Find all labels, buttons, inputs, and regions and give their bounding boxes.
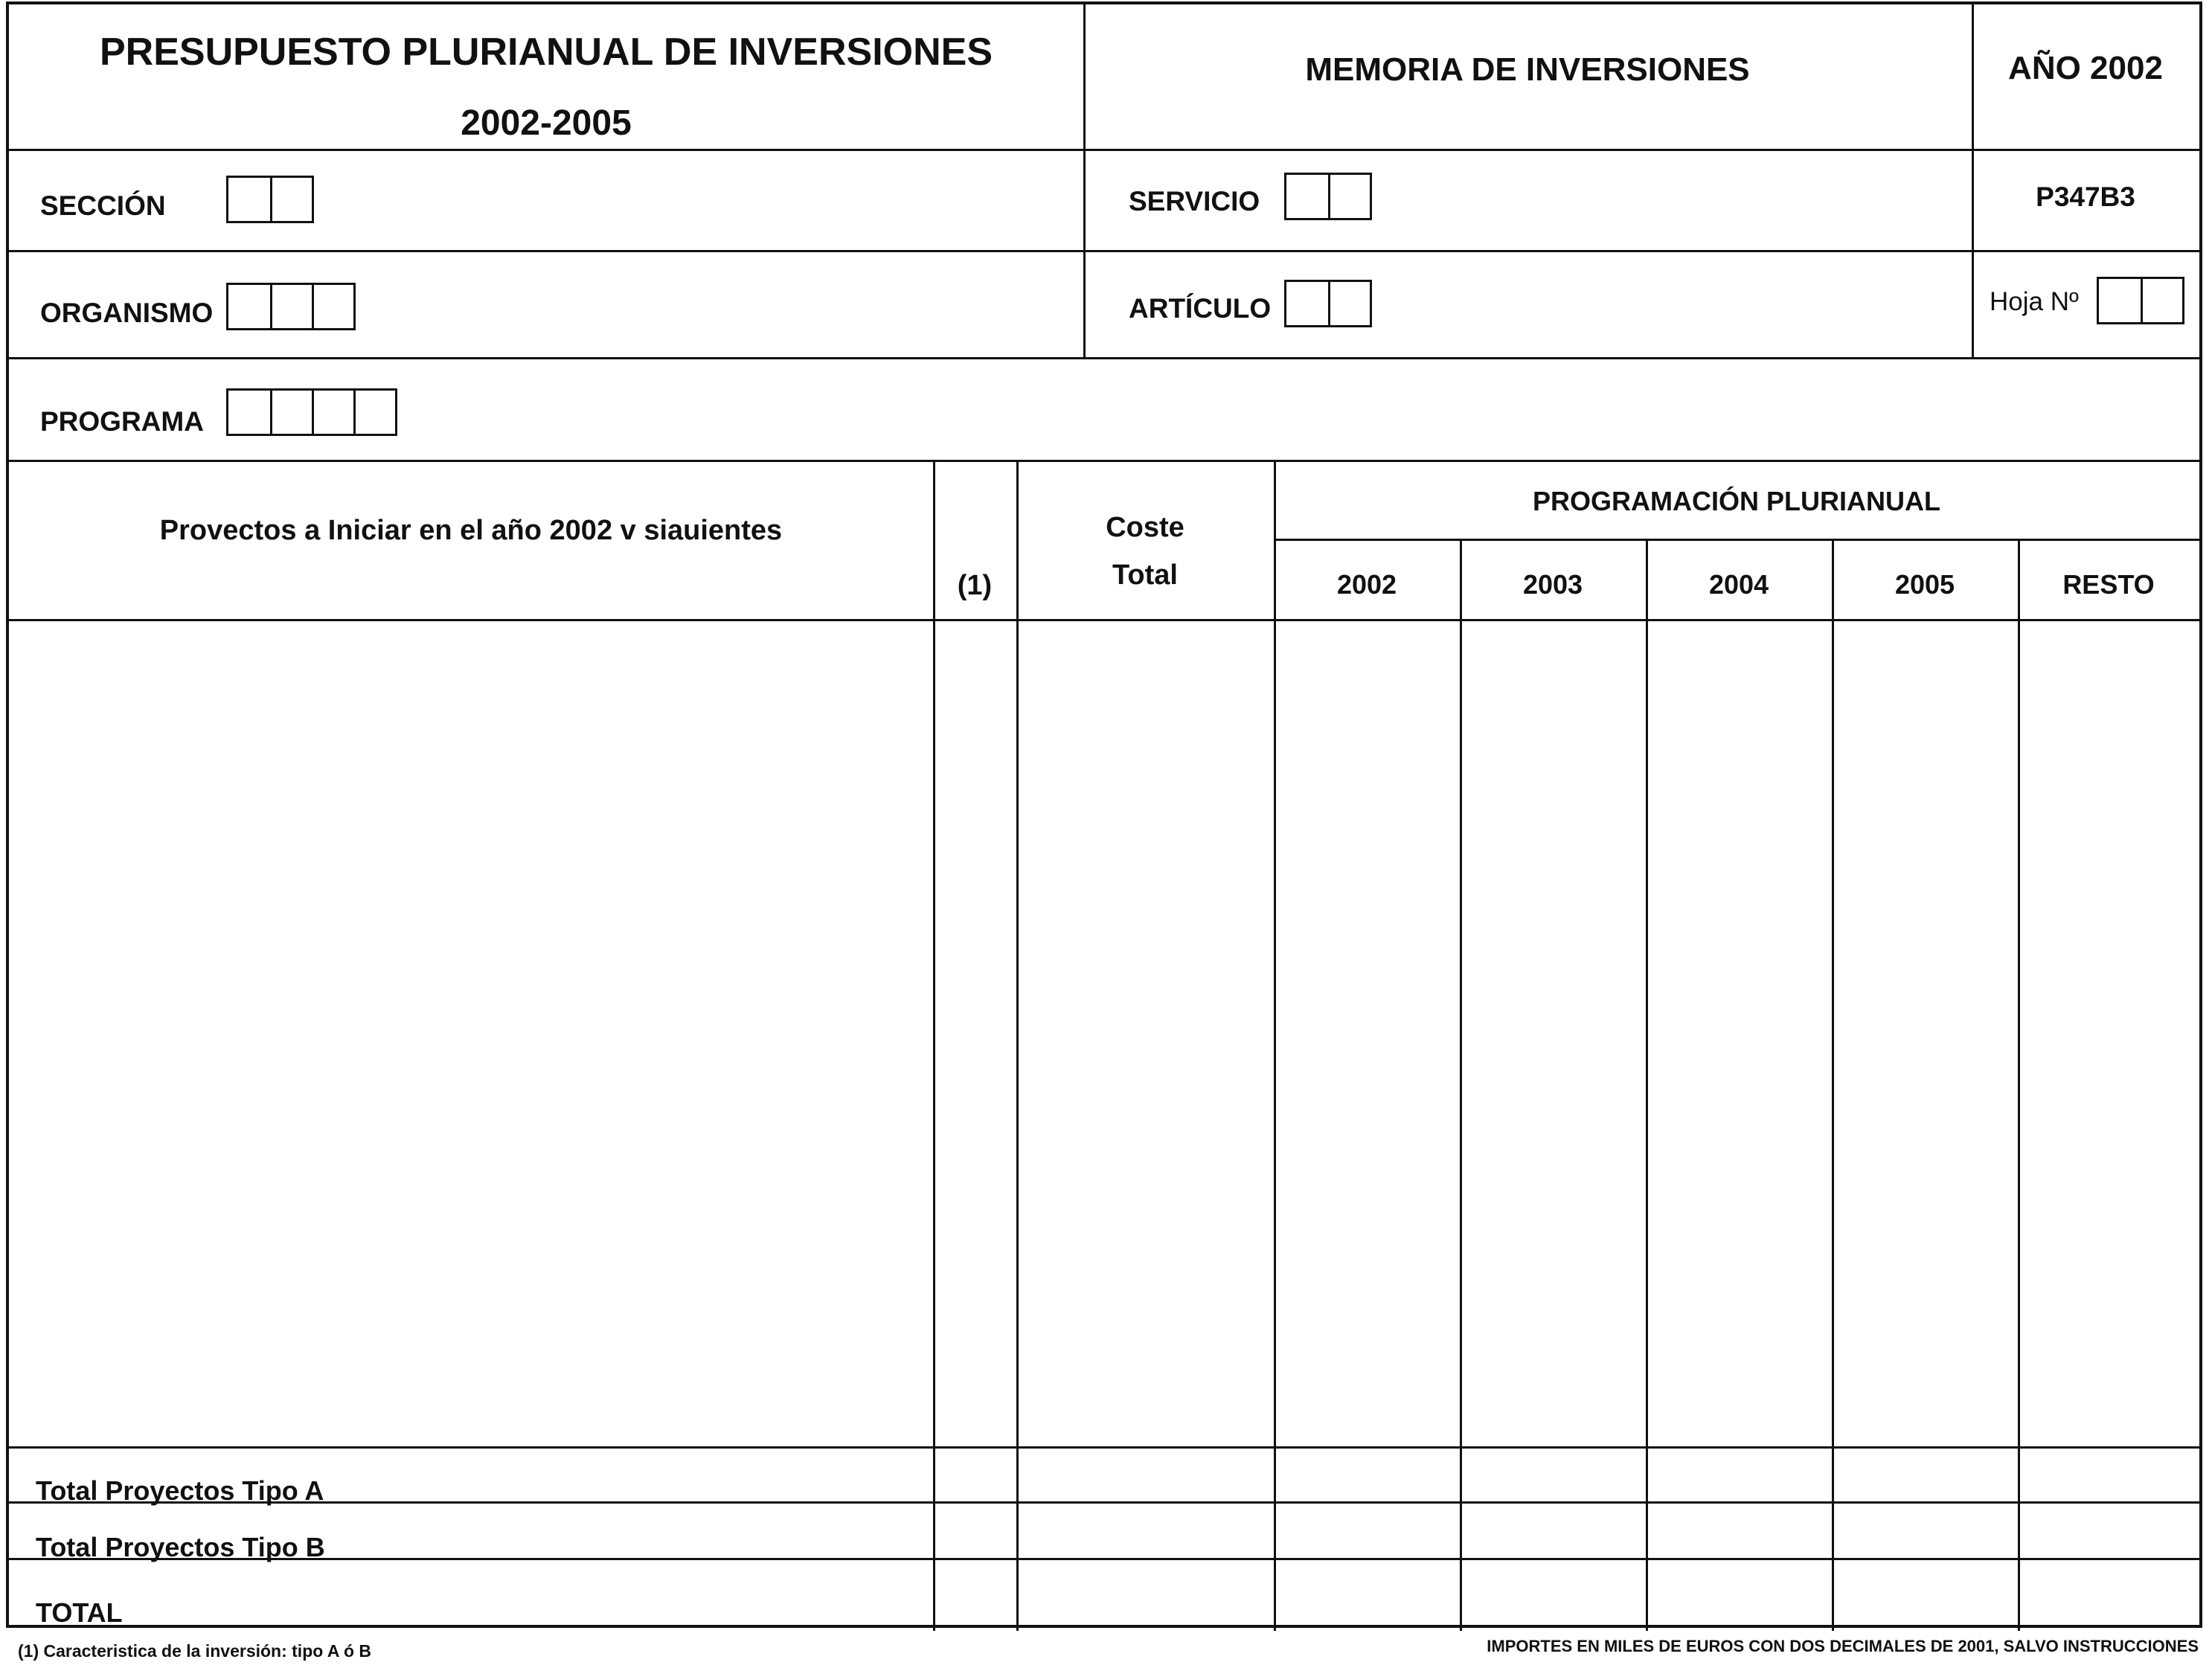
footnote-investment-type: (1) Caracteristica de la inversión: tipo A ó B bbox=[18, 1641, 372, 1661]
form-title: PRESUPUESTO PLURIANUAL DE INVERSIONES bbox=[99, 31, 993, 74]
rule-programa-bottom bbox=[9, 460, 2199, 462]
year-col-resto: RESTO bbox=[2062, 569, 2155, 600]
col-1-header: (1) bbox=[957, 570, 993, 601]
rule-col-2003 bbox=[1460, 539, 1462, 1631]
rule-organismo-bottom bbox=[9, 357, 2199, 359]
servicio-code-boxes[interactable] bbox=[1284, 173, 1372, 220]
total-label: TOTAL bbox=[36, 1597, 123, 1628]
servicio-label: SERVICIO bbox=[1129, 186, 1260, 217]
programa-code-boxes[interactable] bbox=[226, 388, 397, 436]
hoja-label: Hoja Nº bbox=[1990, 287, 2079, 316]
year-col-2003: 2003 bbox=[1522, 569, 1583, 600]
investment-form bbox=[6, 1, 2202, 1628]
rule-total-a-bottom bbox=[9, 1501, 2199, 1504]
rule-seccion-bottom bbox=[9, 250, 2199, 252]
programa-label: PROGRAMA bbox=[40, 406, 204, 437]
year-col-2005: 2005 bbox=[1894, 569, 1955, 600]
rule-col-2002 bbox=[1274, 460, 1276, 1631]
year-label: AÑO 2002 bbox=[2008, 50, 2163, 86]
rule-table-header-bottom bbox=[9, 619, 2199, 621]
rule-col-coste bbox=[1016, 460, 1019, 1631]
rule-col-resto bbox=[2018, 539, 2020, 1631]
hoja-number-boxes[interactable] bbox=[2097, 277, 2184, 324]
articulo-code-boxes[interactable] bbox=[1284, 280, 1372, 327]
memoria-title: MEMORIA DE INVERSIONES bbox=[1305, 51, 1750, 88]
total-tipo-a-label: Total Proyectos Tipo A bbox=[36, 1475, 324, 1506]
organismo-code-boxes[interactable] bbox=[226, 283, 356, 330]
coste-header-line2: Total bbox=[1112, 559, 1178, 591]
rule-total-b-bottom bbox=[9, 1558, 2199, 1560]
seccion-code-boxes[interactable] bbox=[226, 176, 314, 223]
rule-body-bottom bbox=[9, 1446, 2199, 1449]
form-title-years: 2002-2005 bbox=[461, 103, 632, 143]
rule-col-2004 bbox=[1646, 539, 1648, 1631]
year-col-2002: 2002 bbox=[1336, 569, 1397, 600]
rule-programacion-bottom bbox=[1274, 539, 2199, 541]
organismo-label: ORGANISMO bbox=[40, 298, 214, 328]
programacion-header: PROGRAMACIÓN PLURIANUAL bbox=[1533, 486, 1940, 516]
total-tipo-b-label: Total Proyectos Tipo B bbox=[36, 1532, 325, 1562]
form-code: P347B3 bbox=[2036, 182, 2135, 212]
footnote-amounts: IMPORTES EN MILES DE EUROS CON DOS DECIMALES DE 2001, SALVO INSTRUCCIONES bbox=[1487, 1637, 2199, 1655]
coste-header-line1: Coste bbox=[1106, 512, 1184, 543]
rule-col-1 bbox=[933, 460, 935, 1631]
year-col-2004: 2004 bbox=[1708, 569, 1769, 600]
rule-header-bottom bbox=[9, 149, 2199, 151]
articulo-label: ARTÍCULO bbox=[1129, 293, 1272, 324]
seccion-label: SECCIÓN bbox=[40, 190, 166, 221]
projects-header: Provectos a Iniciar en el año 2002 v siauientes bbox=[159, 515, 783, 546]
rule-col-2005 bbox=[1832, 539, 1834, 1631]
